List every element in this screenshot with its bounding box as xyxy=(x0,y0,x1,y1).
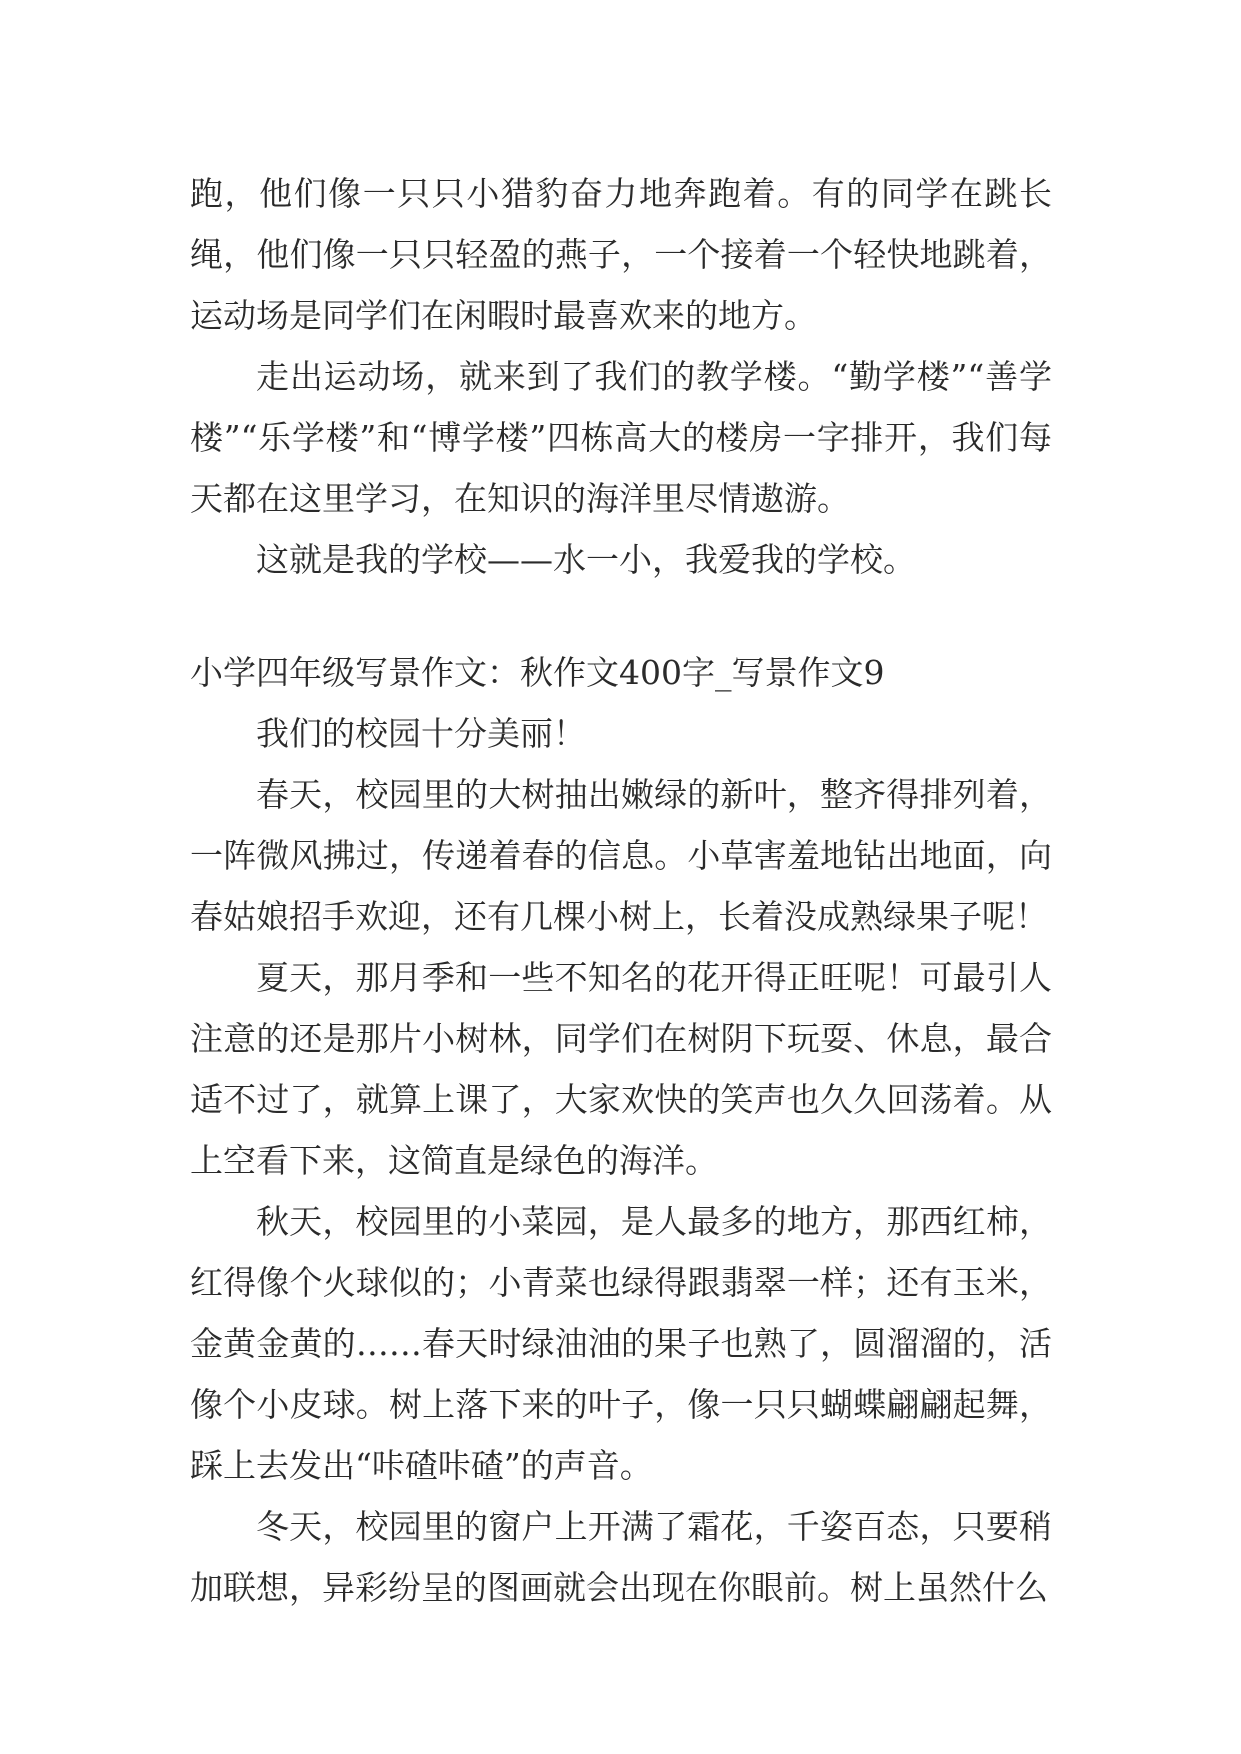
paragraph-teaching-building: 走出运动场，就来到了我们的教学楼。“勤学楼”“善学楼”“乐学楼”和“博学楼”四栋高大的楼房一字排开，我们每天都在这里学习，在知识的海洋里尽情遨游。 xyxy=(190,357,1052,518)
essay-title: 小学四年级写景作文：秋作文400字_写景作文9 xyxy=(190,653,885,692)
paragraph-summer: 夏天，那月季和一些不知名的花开得正旺呢！可最引人注意的还是那片小树林，同学们在树阴下玩耍、休息，最合适不过了，就算上课了，大家欢快的笑声也久久回荡着。从上空看下来，这简直是绿色的海洋。 xyxy=(190,958,1052,1180)
paragraph-continued: 跑，他们像一只只小猎豹奋力地奔跑着。有的同学在跳长绳，他们像一只只轻盈的燕子，一个接着一个轻快地跳着，运动场是同学们在闲暇时最喜欢来的地方。 xyxy=(190,174,1052,335)
paragraph-spring: 春天，校园里的大树抽出嫩绿的新叶，整齐得排列着，一阵微风拂过，传递着春的信息。小草害羞地钻出地面，向春姑娘招手欢迎，还有几棵小树上，长着没成熟绿果子呢！ xyxy=(190,775,1052,936)
paragraph-intro: 我们的校园十分美丽！ xyxy=(256,714,586,753)
paragraph-conclusion: 这就是我的学校——水一小，我爱我的学校。 xyxy=(256,540,916,579)
paragraph-autumn: 秋天，校园里的小菜园，是人最多的地方，那西红柿，红得像个火球似的；小青菜也绿得跟翡翠一样；还有玉米，金黄金黄的……春天时绿油油的果子也熟了，圆溜溜的，活像个小皮球。树上落下来的叶子，像一只只蝴蝶翩翩起舞，踩上去发出“咔碴咔碴”的声音。 xyxy=(190,1202,1052,1485)
document-body xyxy=(190,163,1052,1618)
paragraph-winter: 冬天，校园里的窗户上开满了霜花，千姿百态，只要稍加联想，异彩纷呈的图画就会出现在你眼前。树上虽然什么 xyxy=(190,1507,1052,1607)
